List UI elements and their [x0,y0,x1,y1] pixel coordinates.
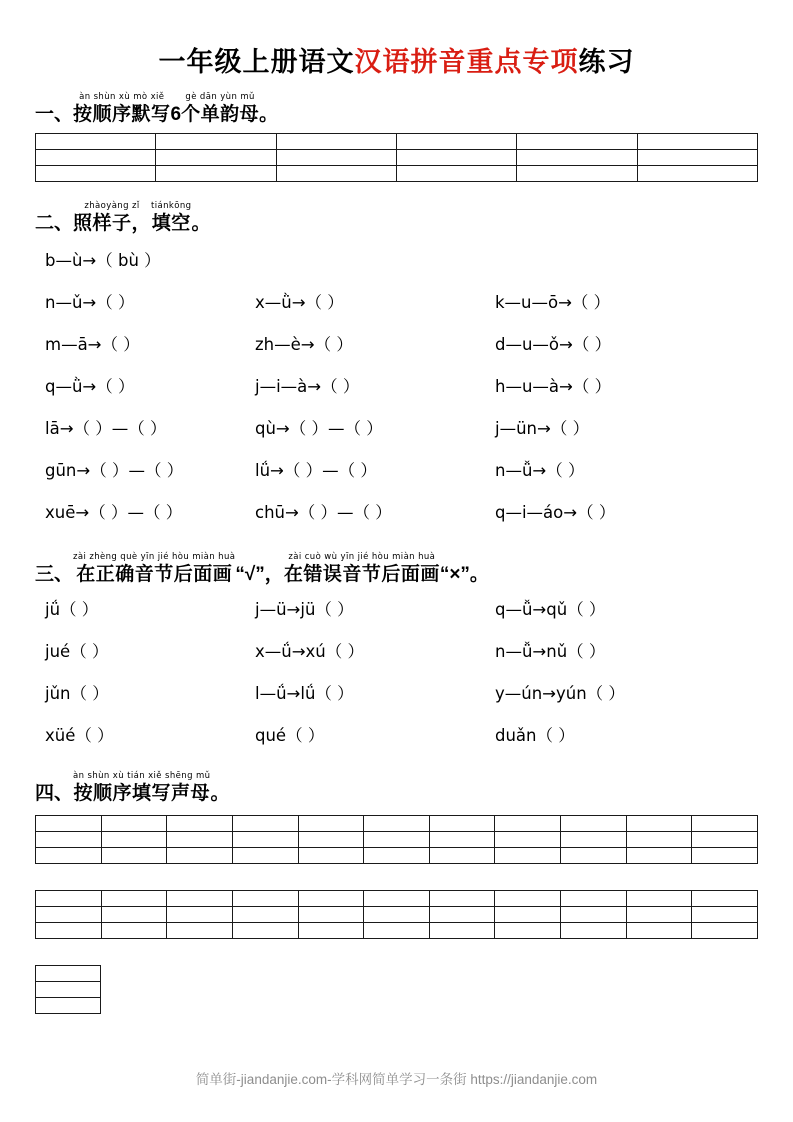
section-3-ruby-b [284,553,440,584]
exercise-cell[interactable]: y—ún→yún（ ） [495,684,625,703]
exercise-cell[interactable]: q—ǚ→qǔ（ ） [495,600,606,619]
section-1-ruby-a [73,93,171,124]
exercise-cell[interactable]: lā→（ ）—（ ） [45,419,167,438]
answer-cell[interactable] [364,816,430,832]
section-2-pinyin-a: zhàoyàng zǐ [84,201,140,211]
answer-cell[interactable] [692,891,758,907]
exercise-cell[interactable]: l—ǘ→lǘ（ ） [255,684,354,703]
answer-cell[interactable] [626,923,692,939]
exercise-cell[interactable]: n—ǚ→（ ） [495,461,585,480]
answer-cell[interactable] [495,891,561,907]
answer-cell[interactable] [692,923,758,939]
answer-cell[interactable] [396,134,516,150]
section-1-count: 6 [170,104,182,125]
answer-cell[interactable] [495,923,561,939]
answer-cell[interactable] [298,832,364,848]
section-2-pinyin-b: tiánkōng [151,201,192,211]
answer-cell[interactable] [36,848,102,864]
answer-cell[interactable] [276,134,396,150]
section-2-period: 。 [191,213,211,234]
answer-cell[interactable] [561,907,627,923]
section-3-text-b: 在错误音节后面画 [283,564,440,585]
answer-cell[interactable] [364,923,430,939]
answer-cell[interactable] [517,134,637,150]
answer-cell[interactable] [637,134,757,150]
answer-cell[interactable] [429,891,495,907]
section-4-ruby-a [73,772,210,803]
exercise-cell[interactable]: jǘ（ ） [45,600,99,619]
answer-cell[interactable] [626,848,692,864]
answer-cell[interactable] [561,923,627,939]
answer-cell[interactable] [692,907,758,923]
exercise-row [35,331,758,373]
exercise-cell[interactable]: x—ǘ→xú（ ） [255,642,365,661]
answer-cell[interactable] [167,891,233,907]
answer-cell[interactable] [101,891,167,907]
answer-cell[interactable] [36,982,101,998]
answer-cell[interactable] [692,848,758,864]
table-row [36,134,758,150]
section-heading-4 [35,772,758,803]
answer-cell[interactable] [626,907,692,923]
exercise-cell[interactable]: q—i—áo→（ ） [495,503,616,522]
answer-cell[interactable] [36,891,102,907]
section-3-number: 三、 [35,564,74,585]
exercise-cell[interactable]: lǘ→（ ）—（ ） [255,461,377,480]
section-1-period: 。 [259,104,279,125]
answer-cell[interactable] [276,166,396,182]
answer-cell[interactable] [36,966,101,982]
exercise-row [35,499,758,541]
section-4-grid-2-body [36,891,758,939]
answer-cell[interactable] [36,923,102,939]
title-part-1: 一年级上册语文 [158,47,355,77]
section-3-check-mark-label: “√”， [235,564,284,585]
answer-cell[interactable] [364,891,430,907]
exercise-cell[interactable]: xuē→（ ）—（ ） [45,503,183,522]
answer-cell[interactable] [626,891,692,907]
exercise-cell[interactable]: q—ǜ→（ ） [45,377,135,396]
exercise-cell[interactable]: x—ǜ→（ ） [255,293,344,312]
section-3-pinyin-b: zài cuò wù yīn jié hòu miàn huà [288,552,436,562]
answer-cell[interactable] [36,907,102,923]
answer-cell[interactable] [692,816,758,832]
answer-cell[interactable] [495,848,561,864]
answer-cell[interactable] [495,832,561,848]
answer-cell[interactable] [101,848,167,864]
section-2-text-a: 照样子， [73,213,152,234]
answer-cell[interactable] [101,923,167,939]
exercise-row [35,457,758,499]
answer-cell[interactable] [298,848,364,864]
table-row [36,907,758,923]
answer-cell[interactable] [36,816,102,832]
section-2-text-b: 填空 [151,213,191,234]
answer-cell[interactable] [167,848,233,864]
section-1-number: 一、 [35,104,74,125]
answer-cell[interactable] [429,848,495,864]
table-row [36,832,758,848]
title-part-2-accent: 汉语拼音重点专项 [354,47,579,77]
answer-cell[interactable] [561,816,627,832]
table-row [36,816,758,832]
answer-cell[interactable] [101,816,167,832]
exercise-row [35,289,758,331]
answer-cell[interactable] [429,832,495,848]
answer-cell[interactable] [364,907,430,923]
exercise-cell[interactable]: n—ǔ→（ ） [45,293,135,312]
exercise-cell[interactable]: k—u—ō→（ ） [495,293,611,312]
answer-cell[interactable] [298,907,364,923]
title-part-3: 练习 [578,47,635,77]
exercise-cell[interactable]: j—i—à→（ ） [255,377,360,396]
answer-cell[interactable] [36,166,156,182]
answer-cell[interactable] [36,832,102,848]
section-1-ruby-b [181,93,259,124]
answer-cell[interactable] [364,832,430,848]
answer-cell[interactable] [298,816,364,832]
section-heading-3 [35,553,758,584]
answer-cell[interactable] [626,832,692,848]
table-row [36,150,758,166]
answer-cell[interactable] [396,150,516,166]
section-heading-2 [35,202,758,233]
answer-cell[interactable] [156,134,276,150]
exercise-row [35,415,758,457]
answer-cell[interactable] [167,907,233,923]
answer-cell[interactable] [637,150,757,166]
answer-cell[interactable] [364,848,430,864]
answer-cell[interactable] [561,848,627,864]
exercise-cell[interactable]: gūn→（ ）—（ ） [45,461,184,480]
table-row [36,166,758,182]
table-row [36,923,758,939]
table-row [36,848,758,864]
answer-cell[interactable] [232,832,298,848]
exercise-cell[interactable]: chū→（ ）—（ ） [255,503,392,522]
page-title [35,0,758,79]
section-4-number: 四、 [35,783,74,804]
section-4-text-a: 按顺序填写声母 [73,783,210,804]
exercise-cell[interactable]: jǔn（ ） [45,684,109,703]
exercise-row [35,596,758,638]
answer-cell[interactable] [561,891,627,907]
answer-cell[interactable] [517,166,637,182]
section-1-grid-body [36,134,758,182]
exercise-cell[interactable]: jué（ ） [45,642,109,661]
section-4-grid-3-body [36,966,101,1014]
answer-cell[interactable] [167,816,233,832]
answer-cell[interactable] [232,891,298,907]
answer-cell[interactable] [232,816,298,832]
section-4-answer-grid-3[interactable] [35,965,101,1014]
section-3-pinyin-a: zài zhèng què yīn jié hòu miàn huà [73,552,236,562]
section-4-grid-1-body [36,816,758,864]
answer-cell[interactable] [36,998,101,1014]
answer-cell[interactable] [232,923,298,939]
footer-watermark: 简单街-jiandanjie.com-学科网简单学习一条街 https://jiandanjie.com [195,1072,598,1087]
answer-cell[interactable] [36,134,156,150]
exercise-cell[interactable]: qué（ ） [255,726,325,745]
exercise-cell[interactable]: n—ǚ→nǔ（ ） [495,642,606,661]
section-1-answer-grid[interactable] [35,133,758,182]
section-1-pinyin-b: gè dān yùn mǔ [185,92,255,102]
answer-cell[interactable] [396,166,516,182]
answer-cell[interactable] [495,907,561,923]
section-2-number: 二、 [35,213,74,234]
table-row [36,966,101,982]
section-4-answer-grid-1[interactable] [35,815,758,864]
exercise-cell[interactable]: m—ā→（ ） [45,335,140,354]
table-row [36,998,101,1014]
answer-cell[interactable] [101,832,167,848]
section-4-pinyin-a: àn shùn xù tián xiě shēng mǔ [73,771,211,781]
answer-cell[interactable] [429,816,495,832]
section-3-cross-mark-label: “×”。 [439,564,489,585]
answer-cell[interactable] [36,150,156,166]
answer-cell[interactable] [156,166,276,182]
exercise-row [35,247,758,289]
answer-cell[interactable] [429,907,495,923]
answer-cell[interactable] [429,923,495,939]
section-3-text-a: 在正确音节后面画 [76,564,233,585]
answer-cell[interactable] [276,150,396,166]
exercise-cell[interactable]: b—ù→（ bù ） [45,251,161,270]
answer-cell[interactable] [298,923,364,939]
answer-cell[interactable] [561,832,627,848]
exercise-cell[interactable]: zh—è→（ ） [255,335,353,354]
exercise-cell[interactable]: h—u—à→（ ） [495,377,612,396]
section-heading-1 [35,93,758,124]
section-1-text-b: 个单韵母 [181,104,260,125]
exercise-cell[interactable]: xüé（ ） [45,726,114,745]
exercise-row [35,373,758,415]
exercise-cell[interactable]: duǎn（ ） [495,726,575,745]
section-4-answer-grid-2[interactable] [35,890,758,939]
answer-cell[interactable] [626,816,692,832]
answer-cell[interactable] [167,923,233,939]
answer-cell[interactable] [167,832,233,848]
section-1-pinyin-a: àn shùn xù mò xiě [79,92,165,102]
table-row [36,891,758,907]
answer-cell[interactable] [517,150,637,166]
exercise-cell[interactable]: j—ün→（ ） [495,419,590,438]
exercise-row [35,722,758,764]
section-4-period: 。 [210,783,230,804]
exercise-row [35,680,758,722]
answer-cell[interactable] [232,848,298,864]
section-1-text-a: 按顺序默写 [73,104,171,125]
answer-cell[interactable] [637,166,757,182]
answer-cell[interactable] [692,832,758,848]
answer-cell[interactable] [298,891,364,907]
section-2-ruby-b [151,202,191,233]
exercise-cell[interactable]: j—ü→jü（ ） [255,600,354,619]
section-2-ruby-a [73,202,151,233]
section-2-exercises [35,247,758,541]
exercise-cell[interactable]: d—u—ǒ→（ ） [495,335,612,354]
table-row [36,982,101,998]
section-3-ruby-a [73,553,235,584]
answer-cell[interactable] [101,907,167,923]
answer-cell[interactable] [156,150,276,166]
exercise-row [35,638,758,680]
answer-cell[interactable] [232,907,298,923]
answer-cell[interactable] [495,816,561,832]
exercise-cell[interactable]: qù→（ ）—（ ） [255,419,383,438]
section-3-exercises [35,596,758,764]
